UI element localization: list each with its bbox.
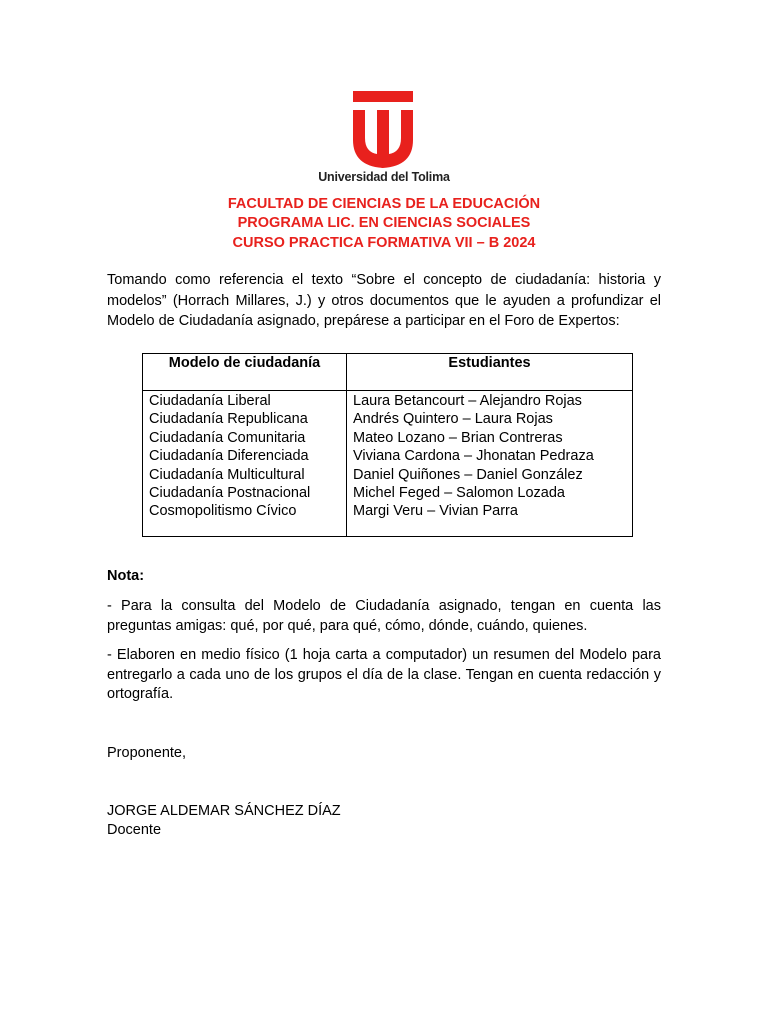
students-cell: Andrés Quintero – Laura Rojas — [347, 410, 633, 428]
model-cell: Ciudadanía Multicultural — [143, 466, 347, 484]
university-name: Universidad del Tolima — [318, 170, 450, 184]
students-cell: Michel Feged – Salomon Lozada — [347, 484, 633, 502]
model-cell: Ciudadanía Liberal — [143, 391, 347, 411]
students-cell: Laura Betancourt – Alejandro Rojas — [347, 391, 633, 411]
table-row — [143, 391, 633, 411]
students-cell: Viviana Cardona – Jhonatan Pedraza — [347, 447, 633, 465]
signatory-role: Docente — [107, 822, 162, 838]
table-row — [143, 502, 633, 537]
models-table — [142, 353, 633, 537]
model-cell: Ciudadanía Comunitaria — [143, 429, 347, 447]
program-title: PROGRAMA LIC. EN CIENCIAS SOCIALES — [237, 215, 531, 231]
table-header-row — [143, 354, 633, 391]
faculty-title: FACULTAD DE CIENCIAS DE LA EDUCACIÓN — [227, 196, 541, 212]
intro-paragraph: Tomando como referencia el texto “Sobre el concepto de ciudadanía: historia y modelos” (Horrach Millares, J.) y otros documentos que le ayuden a profundizar el Modelo de Ciudadanía asignado, prepárese a participar en el Foro de Expertos: — [107, 272, 661, 329]
table-row — [143, 429, 633, 447]
table-row — [143, 447, 633, 465]
model-cell: Ciudadanía Republicana — [143, 410, 347, 428]
table-row — [143, 484, 633, 502]
students-cell: Mateo Lozano – Brian Contreras — [347, 429, 633, 447]
students-cell: Margi Veru – Vivian Parra — [347, 502, 633, 537]
table-row — [143, 466, 633, 484]
model-cell: Cosmopolitismo Cívico — [143, 502, 347, 537]
signatory-name: JORGE ALDEMAR SÁNCHEZ DÍAZ — [107, 803, 341, 819]
header-students: Estudiantes — [347, 354, 633, 391]
nota-item: - Para la consulta del Modelo de Ciudadanía asignado, tengan en cuenta las preguntas amigas: qué, por qué, para qué, cómo, dónde, cuándo, quienes. — [107, 598, 661, 634]
model-cell: Ciudadanía Postnacional — [143, 484, 347, 502]
nota-title: Nota: — [107, 568, 145, 584]
closing-text: Proponente, — [107, 745, 187, 761]
model-cell: Ciudadanía Diferenciada — [143, 447, 347, 465]
table-row — [143, 410, 633, 428]
students-cell: Daniel Quiñones – Daniel González — [347, 466, 633, 484]
header-model: Modelo de ciudadanía — [143, 354, 347, 391]
course-title: CURSO PRACTICA FORMATIVA VII – B 2024 — [232, 235, 536, 251]
nota-item: - Elaboren en medio físico (1 hoja carta a computador) un resumen del Modelo para entregarlo a cada uno de los grupos el día de la clase. Tengan en cuenta redacción y ortografía. — [107, 647, 661, 702]
